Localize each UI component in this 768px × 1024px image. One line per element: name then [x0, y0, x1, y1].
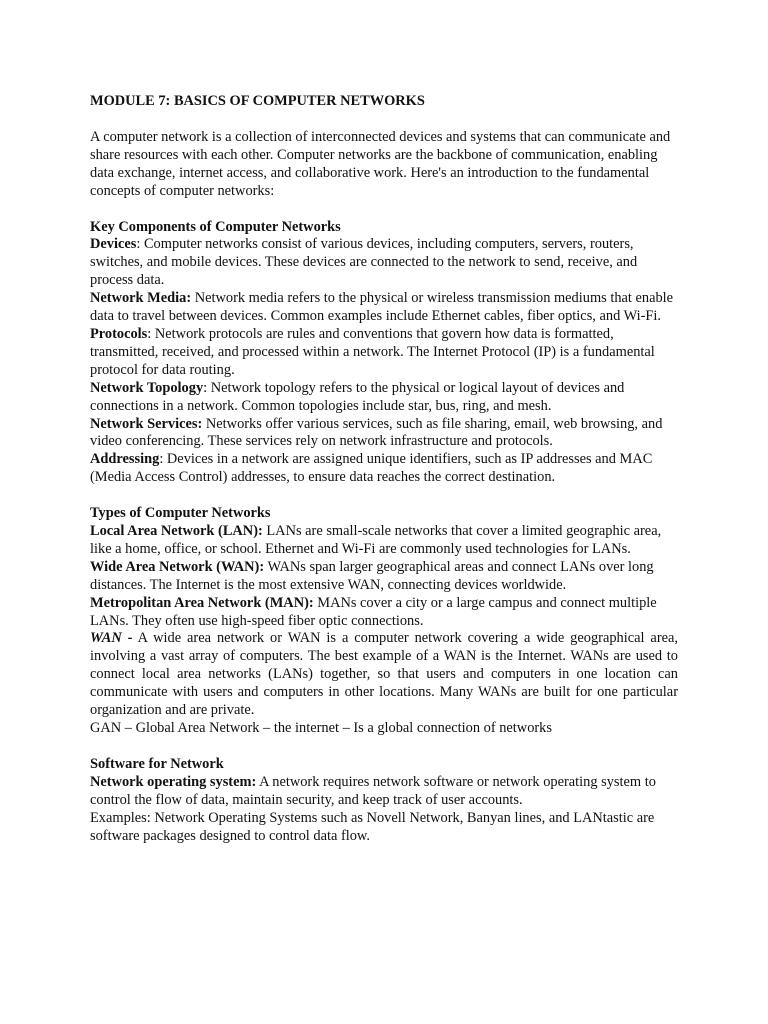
- wan-description: [90, 630, 678, 720]
- component-addressing: [90, 451, 678, 487]
- type-lan: [90, 523, 678, 559]
- definition: WANs span larger geographical areas and connect LANs over long distances. The Internet is the most extensive WAN, connecting devices worldwide.: [90, 558, 654, 593]
- network-os-paragraph: [90, 774, 678, 810]
- term: Network operating system:: [90, 773, 257, 790]
- software-section: [90, 756, 678, 846]
- term: Wide Area Network (WAN):: [90, 558, 265, 575]
- document-body: [90, 93, 678, 845]
- key-components-section: [90, 219, 678, 488]
- term: Devices: [90, 236, 137, 253]
- component-network-media: [90, 290, 678, 326]
- term: Network Services:: [90, 415, 203, 432]
- wan-text: A wide area network or WAN is a computer network covering a wide geographical area, involving a vast array of computers. The best example of a WAN is the Internet. WANs are used to connect local area networks (LANs) together, so that users and computers in one location can communicate with users and computers in other locations. Many WANs are built for one particular organization and are private.: [90, 630, 678, 719]
- definition: Networks offer various services, such as file sharing, email, web browsing, and video conferencing. These services rely on network infrastructure and protocols.: [90, 415, 663, 450]
- term: Network Topology: [90, 379, 204, 396]
- intro-paragraph: A computer network is a collection of interconnected devices and systems that can communicate and share resources with each other. Computer networks are the backbone of communication, enabling data exchange, internet access, and collaborative work. Here's an introduction to the fundamental concepts of computer networks:: [90, 128, 671, 199]
- wan-term: WAN: [90, 630, 122, 647]
- network-types-heading: Types of Computer Networks: [90, 505, 271, 522]
- network-types-section: [90, 505, 678, 738]
- component-protocols: [90, 326, 678, 380]
- definition: : Network protocols are rules and conventions that govern how data is formatted, transmitted, received, and processed within a network. The Internet Protocol (IP) is a fundamental protocol for data routing.: [90, 325, 655, 378]
- component-network-topology: [90, 380, 678, 416]
- definition: LANs are small-scale networks that cover a limited geographic area, like a home, office, or school. Ethernet and Wi-Fi are commonly used technologies for LANs.: [90, 523, 662, 557]
- wan-dash: -: [121, 630, 133, 647]
- term: Network Media:: [90, 290, 192, 307]
- software-heading: Software for Network: [90, 755, 224, 772]
- component-devices: [90, 236, 678, 290]
- definition: Network media refers to the physical or wireless transmission mediums that enable data to travel between devices. Common examples include Ethernet cables, fiber optics, and Wi-Fi.: [90, 290, 674, 325]
- definition: A network requires network software or network operating system to control the flow of data, maintain security, and keep track of user accounts.: [90, 773, 656, 808]
- key-components-heading: Key Components of Computer Networks: [90, 218, 341, 235]
- page-title: MODULE 7: BASICS OF COMPUTER NETWORKS: [90, 93, 425, 109]
- examples-paragraph: Examples: Network Operating Systems such as Novell Network, Banyan lines, and LANtastic are software packages designed to control data flow.: [90, 809, 655, 844]
- definition: : Network topology refers to the physical or logical layout of devices and connections in a network. Common topologies include star, bus, ring, and mesh.: [90, 379, 625, 414]
- gan-line: GAN – Global Area Network – the internet – Is a global connection of networks: [90, 720, 552, 736]
- component-network-services: [90, 416, 678, 452]
- definition: : Devices in a network are assigned unique identifiers, such as IP addresses and MAC (Media Access Control) addresses, to ensure data reaches the correct destination.: [90, 451, 653, 486]
- type-wan: [90, 559, 678, 595]
- definition: : Computer networks consist of various devices, including computers, servers, routers, switches, and mobile devices. These devices are connected to the network to send, receive, and process data.: [90, 236, 638, 289]
- term: Local Area Network (LAN):: [90, 523, 263, 540]
- term: Protocols: [90, 325, 148, 342]
- term: Metropolitan Area Network (MAN):: [90, 594, 314, 611]
- type-man: [90, 595, 678, 631]
- definition: MANs cover a city or a large campus and connect multiple LANs. They often use high-speed fiber optic connections.: [90, 594, 657, 629]
- term: Addressing: [90, 451, 160, 468]
